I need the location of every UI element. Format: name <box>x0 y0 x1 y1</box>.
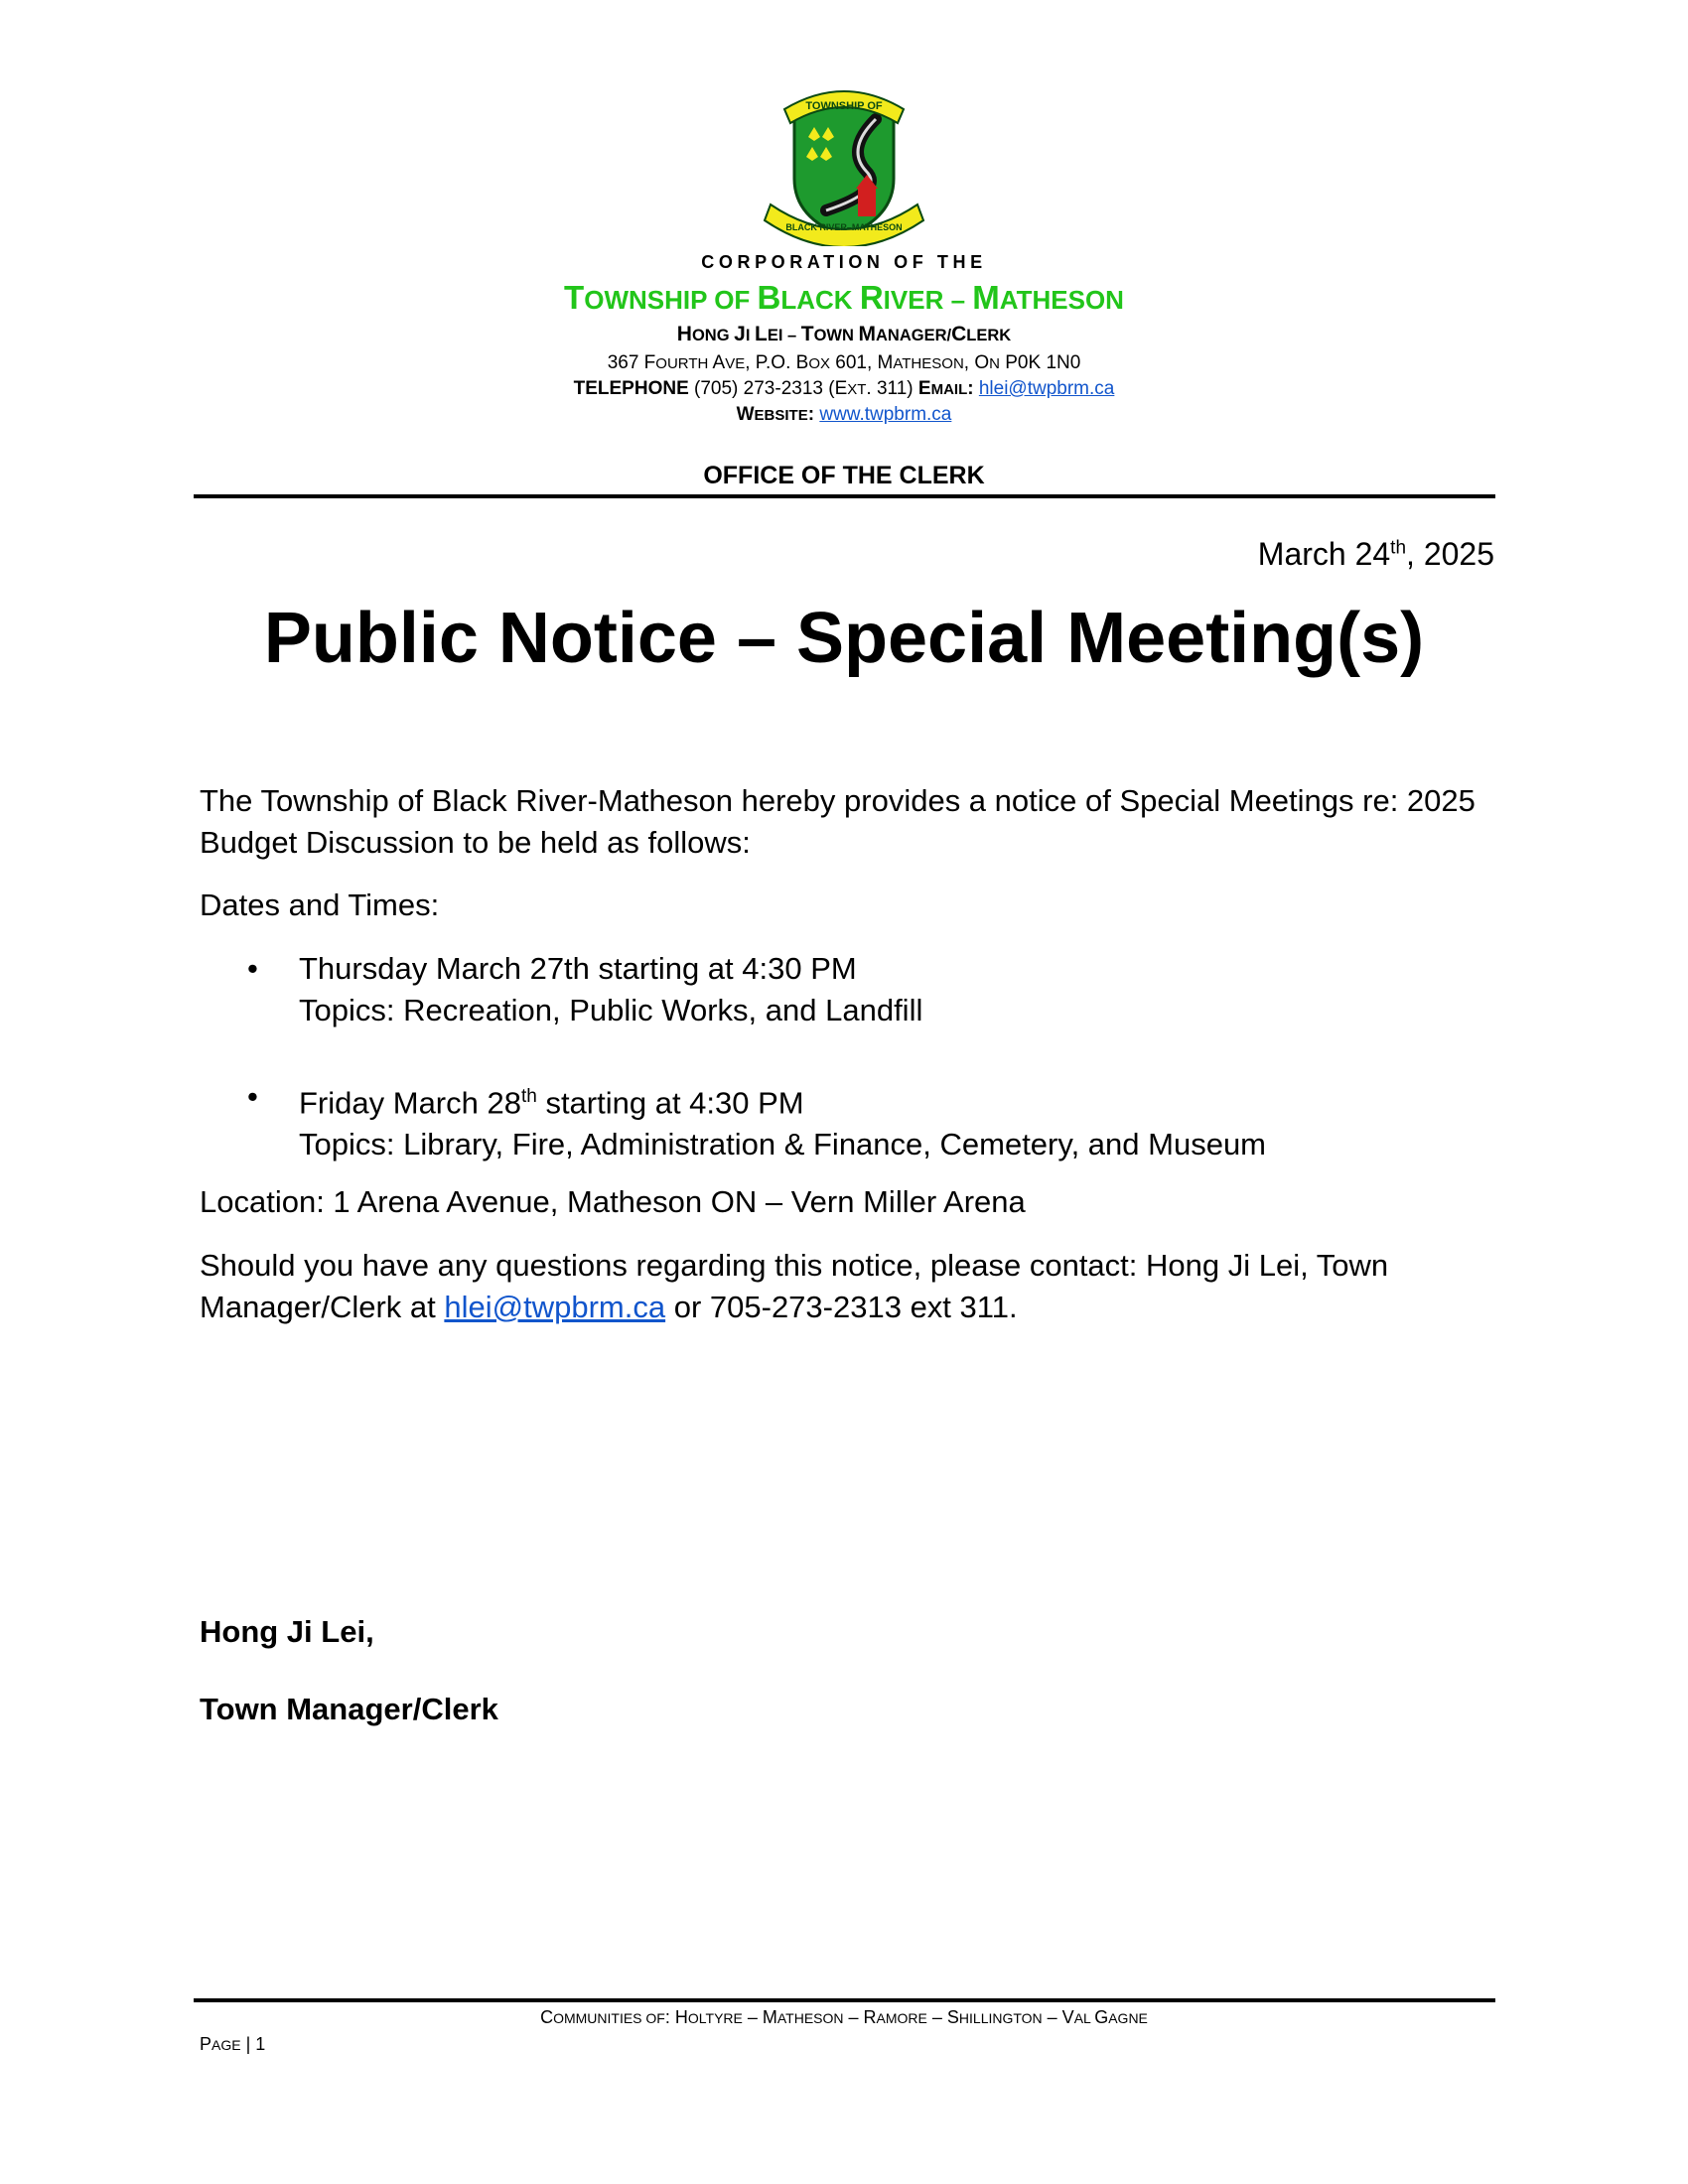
address-line: 367 FOURTH AVE, P.O. BOX 601, MATHESON, ON P0K 1N0 <box>607 352 1081 373</box>
bullet-icon: • <box>247 1079 258 1114</box>
website-link[interactable]: www.twpbrm.ca <box>819 404 952 425</box>
dates-label: Dates and Times: <box>200 887 440 922</box>
contact-line: TELEPHONE (705) 273-2313 (EXT. 311) EMAIL: hlei@twpbrm.ca <box>573 378 1115 399</box>
meeting-when: Thursday March 27th starting at 4:30 PM <box>299 951 857 986</box>
manager-line: HONG JI LEI – TOWN MANAGER/CLERK <box>676 323 1012 345</box>
header-divider <box>194 494 1495 498</box>
crest-ribbon-top: TOWNSHIP OF <box>805 100 883 112</box>
website-line: WEBSITE: www.twpbrm.ca <box>736 404 952 425</box>
township-name: TOWNSHIP OF BLACK RIVER – MATHESON <box>564 279 1124 316</box>
telephone-label: TELEPHONE <box>573 378 689 399</box>
intro-paragraph: The Township of Black River-Matheson hereby provides a notice of Special Meetings re: 2025 Budget Discussion to be held as follows: <box>200 783 1476 860</box>
notice-date: March 24th, 2025 <box>1257 536 1494 572</box>
footer-divider <box>194 1998 1495 2002</box>
list-item <box>299 1076 1266 1165</box>
bullet-icon: • <box>247 951 258 986</box>
location-line: Location: 1 Arena Avenue, Matheson ON – Vern Miller Arena <box>200 1184 1026 1219</box>
meeting-topics: Topics: Library, Fire, Administration & Finance, Cemetery, and Museum <box>299 1127 1267 1162</box>
meeting-topics: Topics: Recreation, Public Works, and Landfill <box>299 993 923 1027</box>
crest-ribbon-bottom: BLACK RIVER–MATHESON <box>785 222 903 232</box>
corporation-line: CORPORATION OF THE <box>701 252 987 272</box>
township-crest-icon <box>757 79 931 246</box>
office-heading: OFFICE OF THE CLERK <box>703 462 985 489</box>
list-item <box>299 948 922 1031</box>
signature-title: Town Manager/Clerk <box>200 1692 498 1726</box>
page-number: PAGE | 1 <box>200 2034 266 2054</box>
header-email-link[interactable]: hlei@twpbrm.ca <box>978 378 1115 399</box>
meeting-when: Friday March 28th starting at 4:30 PM <box>299 1085 804 1121</box>
contact-paragraph: Should you have any questions regarding this notice, please contact: Hong Ji Lei, Town Manager/Clerk at hlei@twpbrm.ca or 705-273-2313 ext 311. <box>200 1248 1389 1324</box>
signature-name: Hong Ji Lei, <box>200 1614 374 1649</box>
page-title: Public Notice – Special Meeting(s) <box>263 599 1425 678</box>
contact-email-link[interactable]: hlei@twpbrm.ca <box>444 1290 666 1324</box>
footer-communities: COMMUNITIES OF: HOLTYRE – MATHESON – RAMORE – SHILLINGTON – VAL GAGNE <box>540 2007 1148 2027</box>
